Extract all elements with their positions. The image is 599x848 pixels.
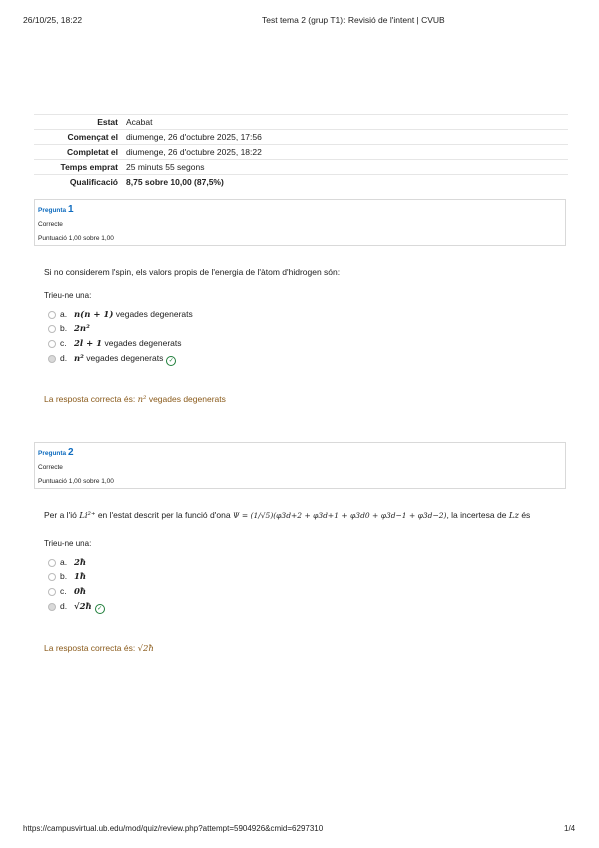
radio-button[interactable] — [48, 603, 56, 611]
question-1-info — [34, 199, 566, 246]
question-2-right-answer: La resposta correcta és: √2ħ — [44, 643, 154, 654]
option-text: n² vegades degenerats ✓ — [74, 353, 176, 366]
option-text: 1ħ — [74, 572, 87, 582]
summary-label: Temps emprat — [34, 160, 122, 175]
question-status: Correcte — [38, 464, 63, 471]
print-page-number: 1/4 — [564, 824, 576, 833]
option-text: 0ħ — [74, 587, 87, 597]
summary-value: 25 minuts 55 segons — [122, 160, 568, 175]
summary-label: Completat el — [34, 145, 122, 160]
radio-button[interactable] — [48, 311, 56, 319]
option-letter: a. — [60, 309, 68, 319]
option-letter: b. — [60, 571, 68, 581]
option-text: 2l + 1 vegades degenerats — [74, 338, 182, 349]
question-number: Pregunta 1 — [38, 204, 74, 215]
option-letter: b. — [60, 323, 68, 333]
summary-row — [34, 130, 568, 145]
summary-value: Acabat — [122, 115, 568, 130]
question-1-right-answer: La resposta correcta és: n² vegades degenerats — [44, 394, 226, 405]
option-letter: d. — [60, 353, 68, 363]
print-datetime: 26/10/25, 18:22 — [23, 15, 83, 25]
question-2-info — [34, 442, 566, 489]
question-points: Puntuació 1,00 sobre 1,00 — [38, 235, 114, 242]
summary-label: Estat — [34, 115, 122, 130]
radio-button[interactable] — [48, 355, 56, 363]
attempt-summary — [34, 114, 568, 189]
print-url: https://campusvirtual.ub.edu/mod/quiz/review.php?attempt=5904926&cmid=6297310 — [23, 824, 324, 833]
question-2-text: Per a l'ió Li²⁺ en l'estat descrit per la funció d'ona Ψ = (1/√5)(φ3d+2 + φ3d+1 + φ3d0 + φ3d−1 + φ3d−2), la incertesa de Lz és — [44, 510, 531, 521]
summary-row — [34, 115, 568, 130]
question-number: Pregunta 2 — [38, 447, 74, 458]
question-2-prompt: Trieu-ne una: — [44, 539, 92, 548]
option-letter: c. — [60, 338, 67, 348]
summary-row — [34, 160, 568, 175]
summary-row — [34, 145, 568, 160]
option-text: √2ħ ✓ — [74, 601, 105, 614]
radio-button[interactable] — [48, 325, 56, 333]
question-1-text: Si no considerem l'spin, els valors propis de l'energia de l'àtom d'hidrogen són: — [44, 267, 341, 277]
question-1-prompt: Trieu-ne una: — [44, 291, 92, 300]
option-letter: a. — [60, 557, 68, 567]
print-title: Test tema 2 (grup T1): Revisió de l'intent | CVUB — [262, 15, 445, 25]
summary-value: 8,75 sobre 10,00 (87,5%) — [122, 175, 568, 190]
summary-row — [34, 175, 568, 190]
question-points: Puntuació 1,00 sobre 1,00 — [38, 478, 114, 485]
radio-button[interactable] — [48, 559, 56, 567]
question-status: Correcte — [38, 221, 63, 228]
summary-value: diumenge, 26 d'octubre 2025, 17:56 — [122, 130, 568, 145]
option-text: n(n + 1) vegades degenerats — [74, 309, 193, 320]
radio-button[interactable] — [48, 573, 56, 581]
summary-label: Començat el — [34, 130, 122, 145]
check-circle-icon: ✓ — [166, 356, 176, 366]
check-circle-icon: ✓ — [95, 604, 105, 614]
summary-label: Qualificació — [34, 175, 122, 190]
radio-button[interactable] — [48, 340, 56, 348]
option-text: 2ħ — [74, 558, 87, 568]
summary-value: diumenge, 26 d'octubre 2025, 18:22 — [122, 145, 568, 160]
radio-button[interactable] — [48, 588, 56, 596]
option-letter: d. — [60, 601, 68, 611]
option-text: 2n² — [74, 324, 90, 334]
option-letter: c. — [60, 586, 67, 596]
